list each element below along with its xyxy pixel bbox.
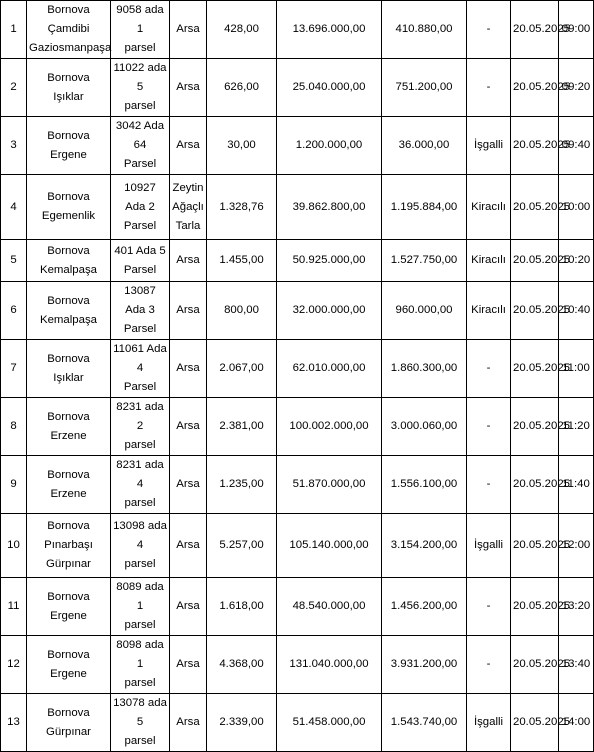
parcel-cell-line: 8231 ada 2 xyxy=(116,401,164,432)
neighborhood-cell xyxy=(27,456,111,514)
deposit-cell: 3.931.200,00 xyxy=(382,636,467,694)
neighborhood-cell xyxy=(27,240,111,282)
parcel-cell-line: parsel xyxy=(124,439,156,451)
property-type-cell-line: Arsa xyxy=(176,716,200,728)
neighborhood-cell-line: Bornova xyxy=(47,191,90,203)
auction-time-cell: 11:20 xyxy=(559,398,594,456)
parcel-cell-line: Parsel xyxy=(123,158,157,170)
deposit-cell: 410.880,00 xyxy=(382,1,467,59)
neighborhood-cell xyxy=(27,398,111,456)
status-cell: - xyxy=(467,1,511,59)
neighborhood-cell-line: Işıklar xyxy=(53,371,84,384)
auction-date-cell: 20.05.2025 xyxy=(511,636,559,694)
property-type-cell xyxy=(170,59,207,117)
neighborhood-cell-line: Ergene xyxy=(50,148,87,161)
status-cell: Kiracılı xyxy=(467,282,511,340)
area-cell: 30,00 xyxy=(207,117,277,175)
status-cell: İşgalli xyxy=(467,694,511,752)
auction-time-cell: 09:00 xyxy=(559,1,594,59)
status-cell: - xyxy=(467,398,511,456)
deposit-cell: 36.000,00 xyxy=(382,117,467,175)
property-type-cell-line: Arsa xyxy=(176,420,200,432)
estimated-value-cell: 51.458.000,00 xyxy=(277,694,382,752)
auction-date-cell: 20.05.2025 xyxy=(511,398,559,456)
auction-time-cell: 13:40 xyxy=(559,636,594,694)
parcel-cell-line: 401 Ada 5 xyxy=(114,244,166,257)
parcel-cell-line: 9058 ada 1 xyxy=(116,4,164,35)
status-cell: - xyxy=(467,340,511,398)
auction-date-cell: 20.05.2025 xyxy=(511,282,559,340)
parcel-cell xyxy=(111,514,170,578)
property-type-cell-line: Arsa xyxy=(176,23,200,35)
neighborhood-cell xyxy=(27,1,111,59)
neighborhood-cell xyxy=(27,282,111,340)
auction-date-cell: 20.05.2025 xyxy=(511,456,559,514)
parcel-cell-line: 8098 ada 1 xyxy=(116,639,164,670)
neighborhood-cell-line: Ergene xyxy=(50,609,87,622)
auction-date-cell: 20.05.2025 xyxy=(511,694,559,752)
status-cell: İşgalli xyxy=(467,117,511,175)
status-cell: - xyxy=(467,456,511,514)
neighborhood-cell-line: Gürpınar xyxy=(46,725,91,738)
estimated-value-cell: 13.696.000,00 xyxy=(277,1,382,59)
area-cell: 2.067,00 xyxy=(207,340,277,398)
estimated-value-cell: 48.540.000,00 xyxy=(277,578,382,636)
parcel-cell xyxy=(111,1,170,59)
estimated-value-cell: 131.040.000,00 xyxy=(277,636,382,694)
table-row xyxy=(1,456,594,514)
estimated-value-cell: 39.862.800,00 xyxy=(277,175,382,240)
row-number-cell: 11 xyxy=(1,578,27,636)
auction-time-cell: 10:40 xyxy=(559,282,594,340)
area-cell: 800,00 xyxy=(207,282,277,340)
parcel-cell-line: 8089 ada 1 xyxy=(116,581,164,612)
status-cell: Kiracılı xyxy=(467,240,511,282)
parcel-cell xyxy=(111,578,170,636)
neighborhood-cell xyxy=(27,636,111,694)
property-type-cell xyxy=(170,117,207,175)
table-row xyxy=(1,59,594,117)
parcel-cell-line: 13078 ada 5 xyxy=(113,697,167,728)
deposit-cell: 1.195.884,00 xyxy=(382,175,467,240)
deposit-cell: 3.000.060,00 xyxy=(382,398,467,456)
neighborhood-cell-line: Gaziosmanpaşa xyxy=(29,42,112,54)
neighborhood-cell-line: Erzene xyxy=(50,429,87,442)
parcel-cell xyxy=(111,456,170,514)
property-type-cell-line: Arsa xyxy=(176,600,200,612)
property-type-cell xyxy=(170,398,207,456)
property-type-cell-line: Arsa xyxy=(176,658,200,670)
auction-date-cell: 20.05.2025 xyxy=(511,59,559,117)
neighborhood-cell-line: Bornova xyxy=(47,520,90,532)
estimated-value-cell: 50.925.000,00 xyxy=(277,240,382,282)
estimated-value-cell: 100.002.000,00 xyxy=(277,398,382,456)
row-number-cell: 8 xyxy=(1,398,27,456)
parcel-cell-line: 11061 Ada 4 xyxy=(113,343,167,374)
auction-time-cell: 12:00 xyxy=(559,514,594,578)
row-number-cell: 7 xyxy=(1,340,27,398)
deposit-cell: 1.556.100,00 xyxy=(382,456,467,514)
estimated-value-cell: 1.200.000,00 xyxy=(277,117,382,175)
table-row xyxy=(1,578,594,636)
area-cell: 5.257,00 xyxy=(207,514,277,578)
estimated-value-cell: 105.140.000,00 xyxy=(277,514,382,578)
area-cell: 2.339,00 xyxy=(207,694,277,752)
area-cell: 626,00 xyxy=(207,59,277,117)
status-cell: Kiracılı xyxy=(467,175,511,240)
table-row xyxy=(1,398,594,456)
parcel-cell xyxy=(111,340,170,398)
auction-time-cell: 11:40 xyxy=(559,456,594,514)
property-type-cell-line: Ağaçlı xyxy=(172,200,204,213)
parcel-cell xyxy=(111,240,170,282)
neighborhood-cell-line: Işıklar xyxy=(53,90,84,103)
neighborhood-cell-line: Bornova xyxy=(47,410,90,423)
neighborhood-cell xyxy=(27,514,111,578)
auction-time-cell: 11:00 xyxy=(559,340,594,398)
auction-time-cell: 09:20 xyxy=(559,59,594,117)
parcel-cell-line: 13098 ada 4 xyxy=(113,520,167,551)
property-type-cell xyxy=(170,636,207,694)
property-type-cell xyxy=(170,694,207,752)
neighborhood-cell-line: Bornova xyxy=(47,244,90,257)
parcel-cell-line: 8231 ada 4 xyxy=(116,459,164,490)
deposit-cell: 1.527.750,00 xyxy=(382,240,467,282)
neighborhood-cell-line: Bornova xyxy=(47,468,90,481)
neighborhood-cell-line: Bornova Çamdibi xyxy=(47,4,90,35)
row-number-cell: 6 xyxy=(1,282,27,340)
neighborhood-cell xyxy=(27,117,111,175)
parcel-cell-line: 13087 Ada 3 xyxy=(124,285,156,316)
parcel-cell xyxy=(111,117,170,175)
neighborhood-cell xyxy=(27,694,111,752)
row-number-cell: 13 xyxy=(1,694,27,752)
neighborhood-cell-line: Egemenlik xyxy=(41,210,96,222)
auction-date-cell: 20.05.2025 xyxy=(511,117,559,175)
table-row xyxy=(1,514,594,578)
neighborhood-cell-line: Bornova xyxy=(47,71,90,84)
parcel-cell xyxy=(111,398,170,456)
auction-date-cell: 20.05.2025 xyxy=(511,1,559,59)
neighborhood-cell-line: Kemalpaşa xyxy=(40,313,97,326)
row-number-cell: 2 xyxy=(1,59,27,117)
property-type-cell-line: Tarla xyxy=(175,219,201,232)
neighborhood-cell-line: Bornova xyxy=(47,352,90,365)
parcel-cell xyxy=(111,636,170,694)
table-row xyxy=(1,282,594,340)
property-type-cell xyxy=(170,175,207,240)
property-type-cell-line: Arsa xyxy=(176,478,200,490)
parcel-cell-line: Parsel xyxy=(123,323,157,335)
auction-date-cell: 20.05.2025 xyxy=(511,175,559,240)
neighborhood-cell-line: Bornova xyxy=(47,706,90,719)
parcel-cell xyxy=(111,282,170,340)
property-type-cell xyxy=(170,1,207,59)
property-type-cell-line: Arsa xyxy=(176,304,200,316)
area-cell: 4.368,00 xyxy=(207,636,277,694)
row-number-cell: 3 xyxy=(1,117,27,175)
parcel-cell-line: parsel xyxy=(124,735,156,747)
neighborhood-cell-line: Ergene xyxy=(50,667,87,680)
parcel-cell-line: parsel xyxy=(124,619,156,631)
estimated-value-cell: 51.870.000,00 xyxy=(277,456,382,514)
auction-time-cell: 13:20 xyxy=(559,578,594,636)
parcel-cell-line: 10927 Ada 2 xyxy=(124,181,156,213)
property-type-cell xyxy=(170,514,207,578)
auction-time-cell: 10:20 xyxy=(559,240,594,282)
property-type-cell-line: Arsa xyxy=(176,139,200,151)
row-number-cell: 5 xyxy=(1,240,27,282)
area-cell: 428,00 xyxy=(207,1,277,59)
neighborhood-cell xyxy=(27,175,111,240)
parcel-cell-line: parsel xyxy=(124,677,156,689)
row-number-cell: 12 xyxy=(1,636,27,694)
status-cell: - xyxy=(467,59,511,117)
property-type-cell-line: Arsa xyxy=(176,539,200,551)
parcel-cell-line: 3042 Ada 64 xyxy=(115,120,165,151)
neighborhood-cell-line: Pınarbaşı xyxy=(44,539,93,551)
property-type-cell xyxy=(170,340,207,398)
neighborhood-cell-line: Kemalpaşa xyxy=(40,263,97,276)
neighborhood-cell-line: Bornova xyxy=(47,590,90,603)
table-row xyxy=(1,1,594,59)
estimated-value-cell: 25.040.000,00 xyxy=(277,59,382,117)
property-type-cell xyxy=(170,578,207,636)
parcel-cell-line: 11022 ada 5 xyxy=(113,62,167,93)
neighborhood-cell-line: Bornova xyxy=(47,129,90,142)
table-row xyxy=(1,694,594,752)
estimated-value-cell: 62.010.000,00 xyxy=(277,340,382,398)
row-number-cell: 4 xyxy=(1,175,27,240)
deposit-cell: 1.543.740,00 xyxy=(382,694,467,752)
deposit-cell: 1.456.200,00 xyxy=(382,578,467,636)
row-number-cell: 1 xyxy=(1,1,27,59)
row-number-cell: 10 xyxy=(1,514,27,578)
parcel-cell-line: Parsel xyxy=(123,219,157,232)
auction-date-cell: 20.05.2025 xyxy=(511,340,559,398)
table-row xyxy=(1,636,594,694)
property-type-cell xyxy=(170,240,207,282)
parcel-cell-line: Parsel xyxy=(123,263,157,276)
neighborhood-cell-line: Erzene xyxy=(50,487,87,500)
parcel-cell-line: parsel xyxy=(124,100,156,112)
parcel-cell-line: parsel xyxy=(124,558,156,570)
parcel-cell xyxy=(111,175,170,240)
table-row xyxy=(1,240,594,282)
property-type-cell-line: Zeytin xyxy=(172,181,204,194)
neighborhood-cell-line: Bornova xyxy=(47,294,90,307)
area-cell: 1.235,00 xyxy=(207,456,277,514)
parcel-cell xyxy=(111,694,170,752)
area-cell: 2.381,00 xyxy=(207,398,277,456)
row-number-cell: 9 xyxy=(1,456,27,514)
area-cell: 1.328,76 xyxy=(207,175,277,240)
parcel-cell-line: parsel xyxy=(124,42,156,54)
auction-date-cell: 20.05.2025 xyxy=(511,514,559,578)
property-type-cell xyxy=(170,456,207,514)
deposit-cell: 1.860.300,00 xyxy=(382,340,467,398)
neighborhood-cell-line: Bornova xyxy=(47,648,90,661)
auction-time-cell: 14:00 xyxy=(559,694,594,752)
parcel-cell-line: Parsel xyxy=(123,381,157,393)
deposit-cell: 3.154.200,00 xyxy=(382,514,467,578)
table-row xyxy=(1,175,594,240)
neighborhood-cell xyxy=(27,340,111,398)
status-cell: - xyxy=(467,636,511,694)
table-row xyxy=(1,340,594,398)
property-type-cell-line: Arsa xyxy=(176,81,200,93)
parcel-cell xyxy=(111,59,170,117)
deposit-cell: 751.200,00 xyxy=(382,59,467,117)
table-body xyxy=(1,1,594,752)
property-type-cell xyxy=(170,282,207,340)
neighborhood-cell xyxy=(27,59,111,117)
table-row xyxy=(1,117,594,175)
status-cell: İşgalli xyxy=(467,514,511,578)
auction-date-cell: 20.05.2025 xyxy=(511,578,559,636)
area-cell: 1.455,00 xyxy=(207,240,277,282)
auction-time-cell: 10:00 xyxy=(559,175,594,240)
neighborhood-cell-line: Gürpınar xyxy=(46,558,91,570)
auction-date-cell: 20.05.2025 xyxy=(511,240,559,282)
property-type-cell-line: Arsa xyxy=(176,254,200,266)
parcel-cell-line: parsel xyxy=(124,497,156,509)
area-cell: 1.618,00 xyxy=(207,578,277,636)
neighborhood-cell xyxy=(27,578,111,636)
auction-time-cell: 09:40 xyxy=(559,117,594,175)
deposit-cell: 960.000,00 xyxy=(382,282,467,340)
property-type-cell-line: Arsa xyxy=(176,362,200,374)
estimated-value-cell: 32.000.000,00 xyxy=(277,282,382,340)
status-cell: - xyxy=(467,578,511,636)
